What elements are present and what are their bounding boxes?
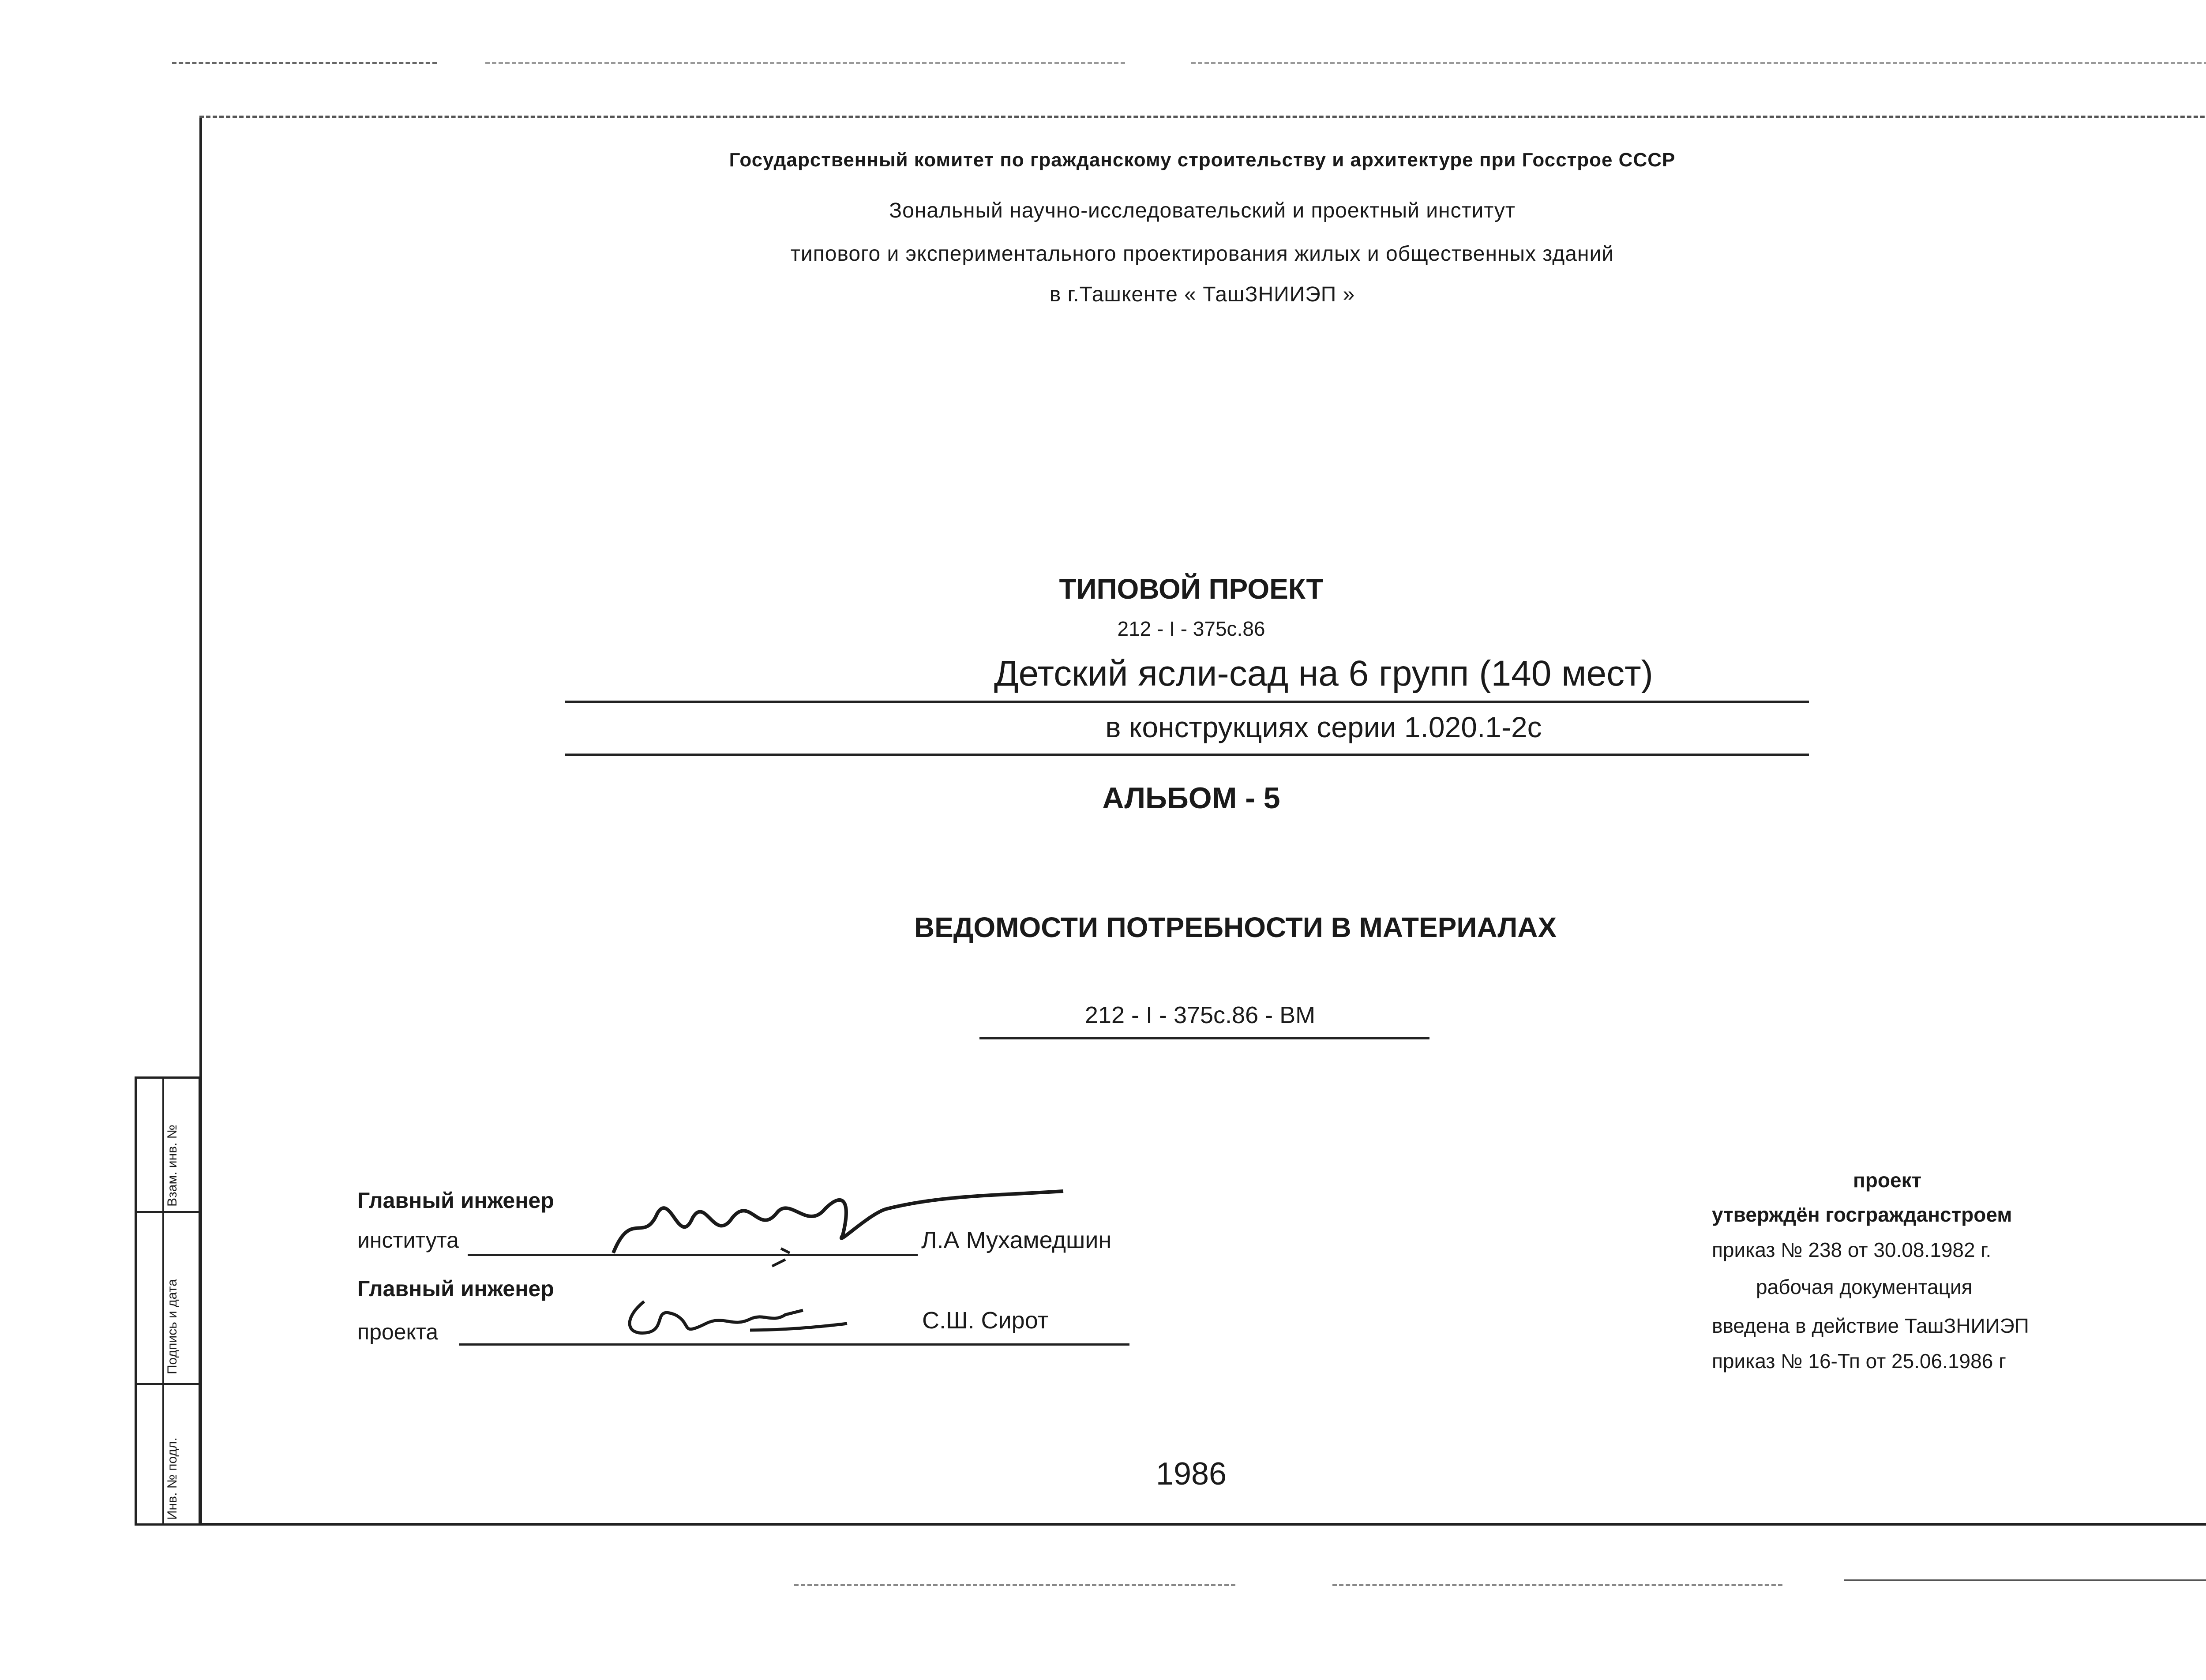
document-code: 212 - I - 375с.86 - ВМ	[1084, 1002, 1316, 1028]
chief-institute-label-2: института	[357, 1228, 459, 1252]
approval-line-4: рабочая документация	[1756, 1275, 1973, 1298]
chief-institute-label: Главный инженер	[357, 1188, 554, 1213]
title-rule-1	[565, 701, 1809, 703]
project-title: Детский ясли-сад на 6 групп (140 мест)	[994, 653, 1653, 694]
approval-line-6: приказ № 16-Тп от 25.06.1986 г	[1712, 1350, 2006, 1372]
chief-project-name: С.Ш. Сирот	[922, 1307, 1049, 1334]
institute-line-1: Зональный научно-исследовательский и проектный институт	[889, 199, 1516, 222]
document-code-rule	[979, 1037, 1429, 1039]
chief-project-label-2: проекта	[357, 1320, 439, 1344]
scan-line-top	[1191, 62, 2206, 64]
approval-line-3: приказ № 238 от 30.08.1982 г.	[1712, 1238, 1992, 1261]
title-rule-2	[565, 754, 1809, 756]
institute-line-2: типового и экспериментального проектирования жилых и общественных зданий	[790, 242, 1614, 266]
year: 1986	[1156, 1456, 1227, 1492]
section-title: ВЕДОМОСТИ ПОТРЕБНОСТИ В МАТЕРИАЛАХ	[914, 911, 1557, 943]
approval-line-5: введена в действие ТашЗНИИЭП	[1712, 1314, 2029, 1337]
scan-line-bottom	[1332, 1584, 1782, 1586]
drawing-frame-top	[199, 116, 2206, 118]
project-subtitle: в конструкциях серии 1.020.1-2с	[1105, 711, 1542, 743]
album-number: АЛЬБОМ - 5	[1102, 781, 1280, 815]
chief-institute-name: Л.А Мухамедшин	[921, 1227, 1112, 1253]
signature-project	[618, 1288, 865, 1354]
side-stamp-field-inv-original: Инв. № подл.	[165, 1437, 180, 1520]
scan-line-bottom	[1844, 1579, 2206, 1581]
chief-project-label: Главный инженер	[357, 1276, 554, 1301]
side-stamp-divider	[137, 1383, 199, 1385]
project-label: ТИПОВОЙ ПРОЕКТ	[1059, 573, 1324, 605]
approval-line-1: проект	[1853, 1169, 1922, 1192]
institute-line-3: в г.Ташкенте « ТашЗНИИЭП »	[1049, 283, 1355, 306]
project-code: 212 - I - 375с.86	[1117, 617, 1265, 640]
scan-line-bottom	[794, 1584, 1235, 1586]
side-stamp-divider	[137, 1211, 199, 1213]
scan-line-top	[485, 62, 1125, 64]
side-stamp	[135, 1076, 201, 1526]
side-stamp-column	[137, 1079, 164, 1523]
side-stamp-field-signature-date: Подпись и дата	[165, 1279, 180, 1374]
scan-line-top	[172, 62, 437, 64]
committee-title: Государственный комитет по гражданскому строительству и архитектуре при Госстрое СССР	[729, 149, 1676, 171]
side-stamp-field-replaced-inv: Взам. инв. №	[165, 1125, 180, 1207]
approval-line-2: утверждён госгражданстроем	[1712, 1203, 2012, 1226]
